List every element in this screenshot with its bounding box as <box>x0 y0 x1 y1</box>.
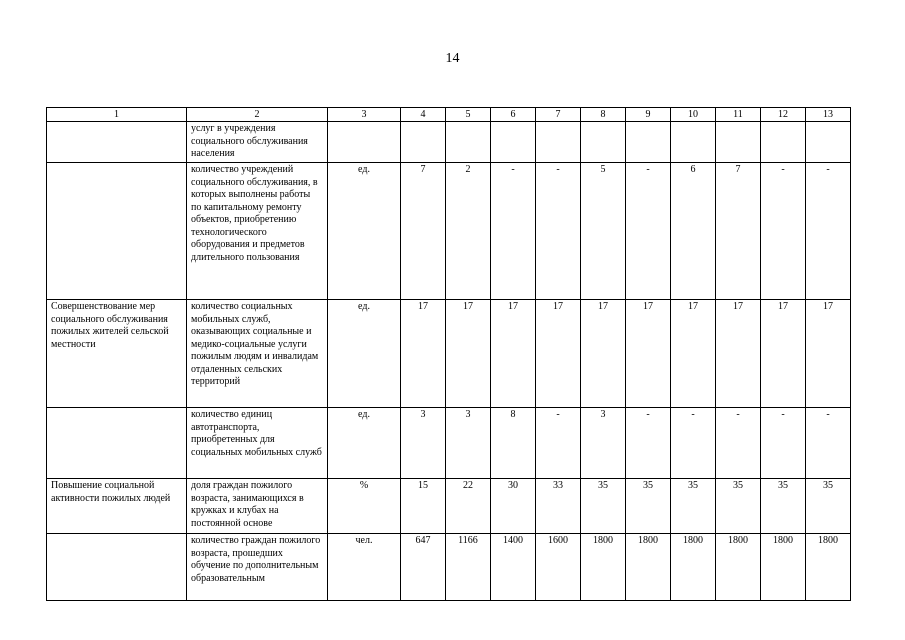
value-cell: - <box>716 408 761 479</box>
value-cell: 5 <box>581 163 626 300</box>
value-cell: 17 <box>491 300 536 408</box>
value-cell: 35 <box>761 479 806 534</box>
unit-cell <box>328 122 401 163</box>
value-cell: 17 <box>761 300 806 408</box>
table-row <box>47 300 851 408</box>
value-cell <box>671 122 716 163</box>
direction-cell <box>47 408 187 479</box>
table-row <box>47 122 851 163</box>
value-cell: 3 <box>446 408 491 479</box>
header-cell: 11 <box>716 108 761 122</box>
value-cell <box>491 122 536 163</box>
value-cell: - <box>536 408 581 479</box>
value-cell: 17 <box>806 300 851 408</box>
value-cell: - <box>626 408 671 479</box>
value-cell <box>401 122 446 163</box>
value-cell <box>626 122 671 163</box>
value-cell: 7 <box>401 163 446 300</box>
value-cell: - <box>626 163 671 300</box>
value-cell <box>581 122 626 163</box>
indicator-cell: количество единиц автотранспорта, приобретенных для социальных мобильных служб <box>187 408 328 479</box>
header-cell: 4 <box>401 108 446 122</box>
unit-cell: % <box>328 479 401 534</box>
header-cell: 8 <box>581 108 626 122</box>
header-cell: 7 <box>536 108 581 122</box>
indicator-cell: количество учреждений социального обслуживания, в которых выполнены работы по капитальному ремонту объектов, приобретению технологического оборудования и предметов длительного пользования <box>187 163 328 300</box>
value-cell: 35 <box>581 479 626 534</box>
value-cell: 1400 <box>491 534 536 601</box>
value-cell <box>761 122 806 163</box>
value-cell: 15 <box>401 479 446 534</box>
value-cell: 33 <box>536 479 581 534</box>
table-row <box>47 534 851 601</box>
value-cell: 3 <box>401 408 446 479</box>
value-cell: 17 <box>716 300 761 408</box>
value-cell: 22 <box>446 479 491 534</box>
header-cell: 2 <box>187 108 328 122</box>
table-row <box>47 408 851 479</box>
indicator-cell: количество социальных мобильных служб, оказывающих социальные и медико-социальные услуги пожилым людям и инвалидам отдаленных сельских территорий <box>187 300 328 408</box>
indicator-cell: услуг в учреждения социального обслуживания населения <box>187 122 328 163</box>
value-cell: - <box>806 163 851 300</box>
indicator-cell: количество граждан пожилого возраста, прошедших обучение по дополнительным образовательным <box>187 534 328 601</box>
indicators-table <box>46 107 851 601</box>
value-cell: 1800 <box>806 534 851 601</box>
page-number: 14 <box>445 51 460 66</box>
value-cell: 2 <box>446 163 491 300</box>
value-cell: 647 <box>401 534 446 601</box>
table-row <box>47 479 851 534</box>
value-cell: 17 <box>446 300 491 408</box>
unit-cell: ед. <box>328 408 401 479</box>
value-cell: 1800 <box>761 534 806 601</box>
value-cell: - <box>761 163 806 300</box>
value-cell: 1600 <box>536 534 581 601</box>
direction-cell <box>47 163 187 300</box>
indicator-cell: доля граждан пожилого возраста, занимающихся в кружках и клубах на постоянной основе <box>187 479 328 534</box>
header-cell: 13 <box>806 108 851 122</box>
value-cell: 17 <box>581 300 626 408</box>
value-cell: 35 <box>671 479 716 534</box>
value-cell: 30 <box>491 479 536 534</box>
header-cell: 6 <box>491 108 536 122</box>
direction-cell: Совершенствование мер социального обслуживания пожилых жителей сельской местности <box>47 300 187 408</box>
value-cell: 17 <box>671 300 716 408</box>
header-cell: 10 <box>671 108 716 122</box>
header-cell: 12 <box>761 108 806 122</box>
value-cell <box>536 122 581 163</box>
value-cell: 35 <box>626 479 671 534</box>
value-cell: - <box>806 408 851 479</box>
value-cell: 6 <box>671 163 716 300</box>
value-cell: 1166 <box>446 534 491 601</box>
value-cell: 3 <box>581 408 626 479</box>
direction-cell <box>47 534 187 601</box>
value-cell: - <box>671 408 716 479</box>
value-cell: 7 <box>716 163 761 300</box>
value-cell: 1800 <box>671 534 716 601</box>
header-cell: 1 <box>47 108 187 122</box>
value-cell <box>716 122 761 163</box>
value-cell <box>446 122 491 163</box>
value-cell: 35 <box>716 479 761 534</box>
table-row <box>47 163 851 300</box>
value-cell: 17 <box>536 300 581 408</box>
header-cell: 9 <box>626 108 671 122</box>
unit-cell: ед. <box>328 300 401 408</box>
header-cell: 5 <box>446 108 491 122</box>
value-cell: - <box>536 163 581 300</box>
value-cell: 35 <box>806 479 851 534</box>
value-cell: 1800 <box>581 534 626 601</box>
value-cell <box>806 122 851 163</box>
unit-cell: ед. <box>328 163 401 300</box>
direction-cell: Повышение социальной активности пожилых людей <box>47 479 187 534</box>
header-cell: 3 <box>328 108 401 122</box>
direction-cell <box>47 122 187 163</box>
table-header-row <box>47 108 851 122</box>
value-cell: 17 <box>626 300 671 408</box>
value-cell: 17 <box>401 300 446 408</box>
value-cell: 8 <box>491 408 536 479</box>
value-cell: - <box>761 408 806 479</box>
value-cell: - <box>491 163 536 300</box>
value-cell: 1800 <box>626 534 671 601</box>
value-cell: 1800 <box>716 534 761 601</box>
unit-cell: чел. <box>328 534 401 601</box>
